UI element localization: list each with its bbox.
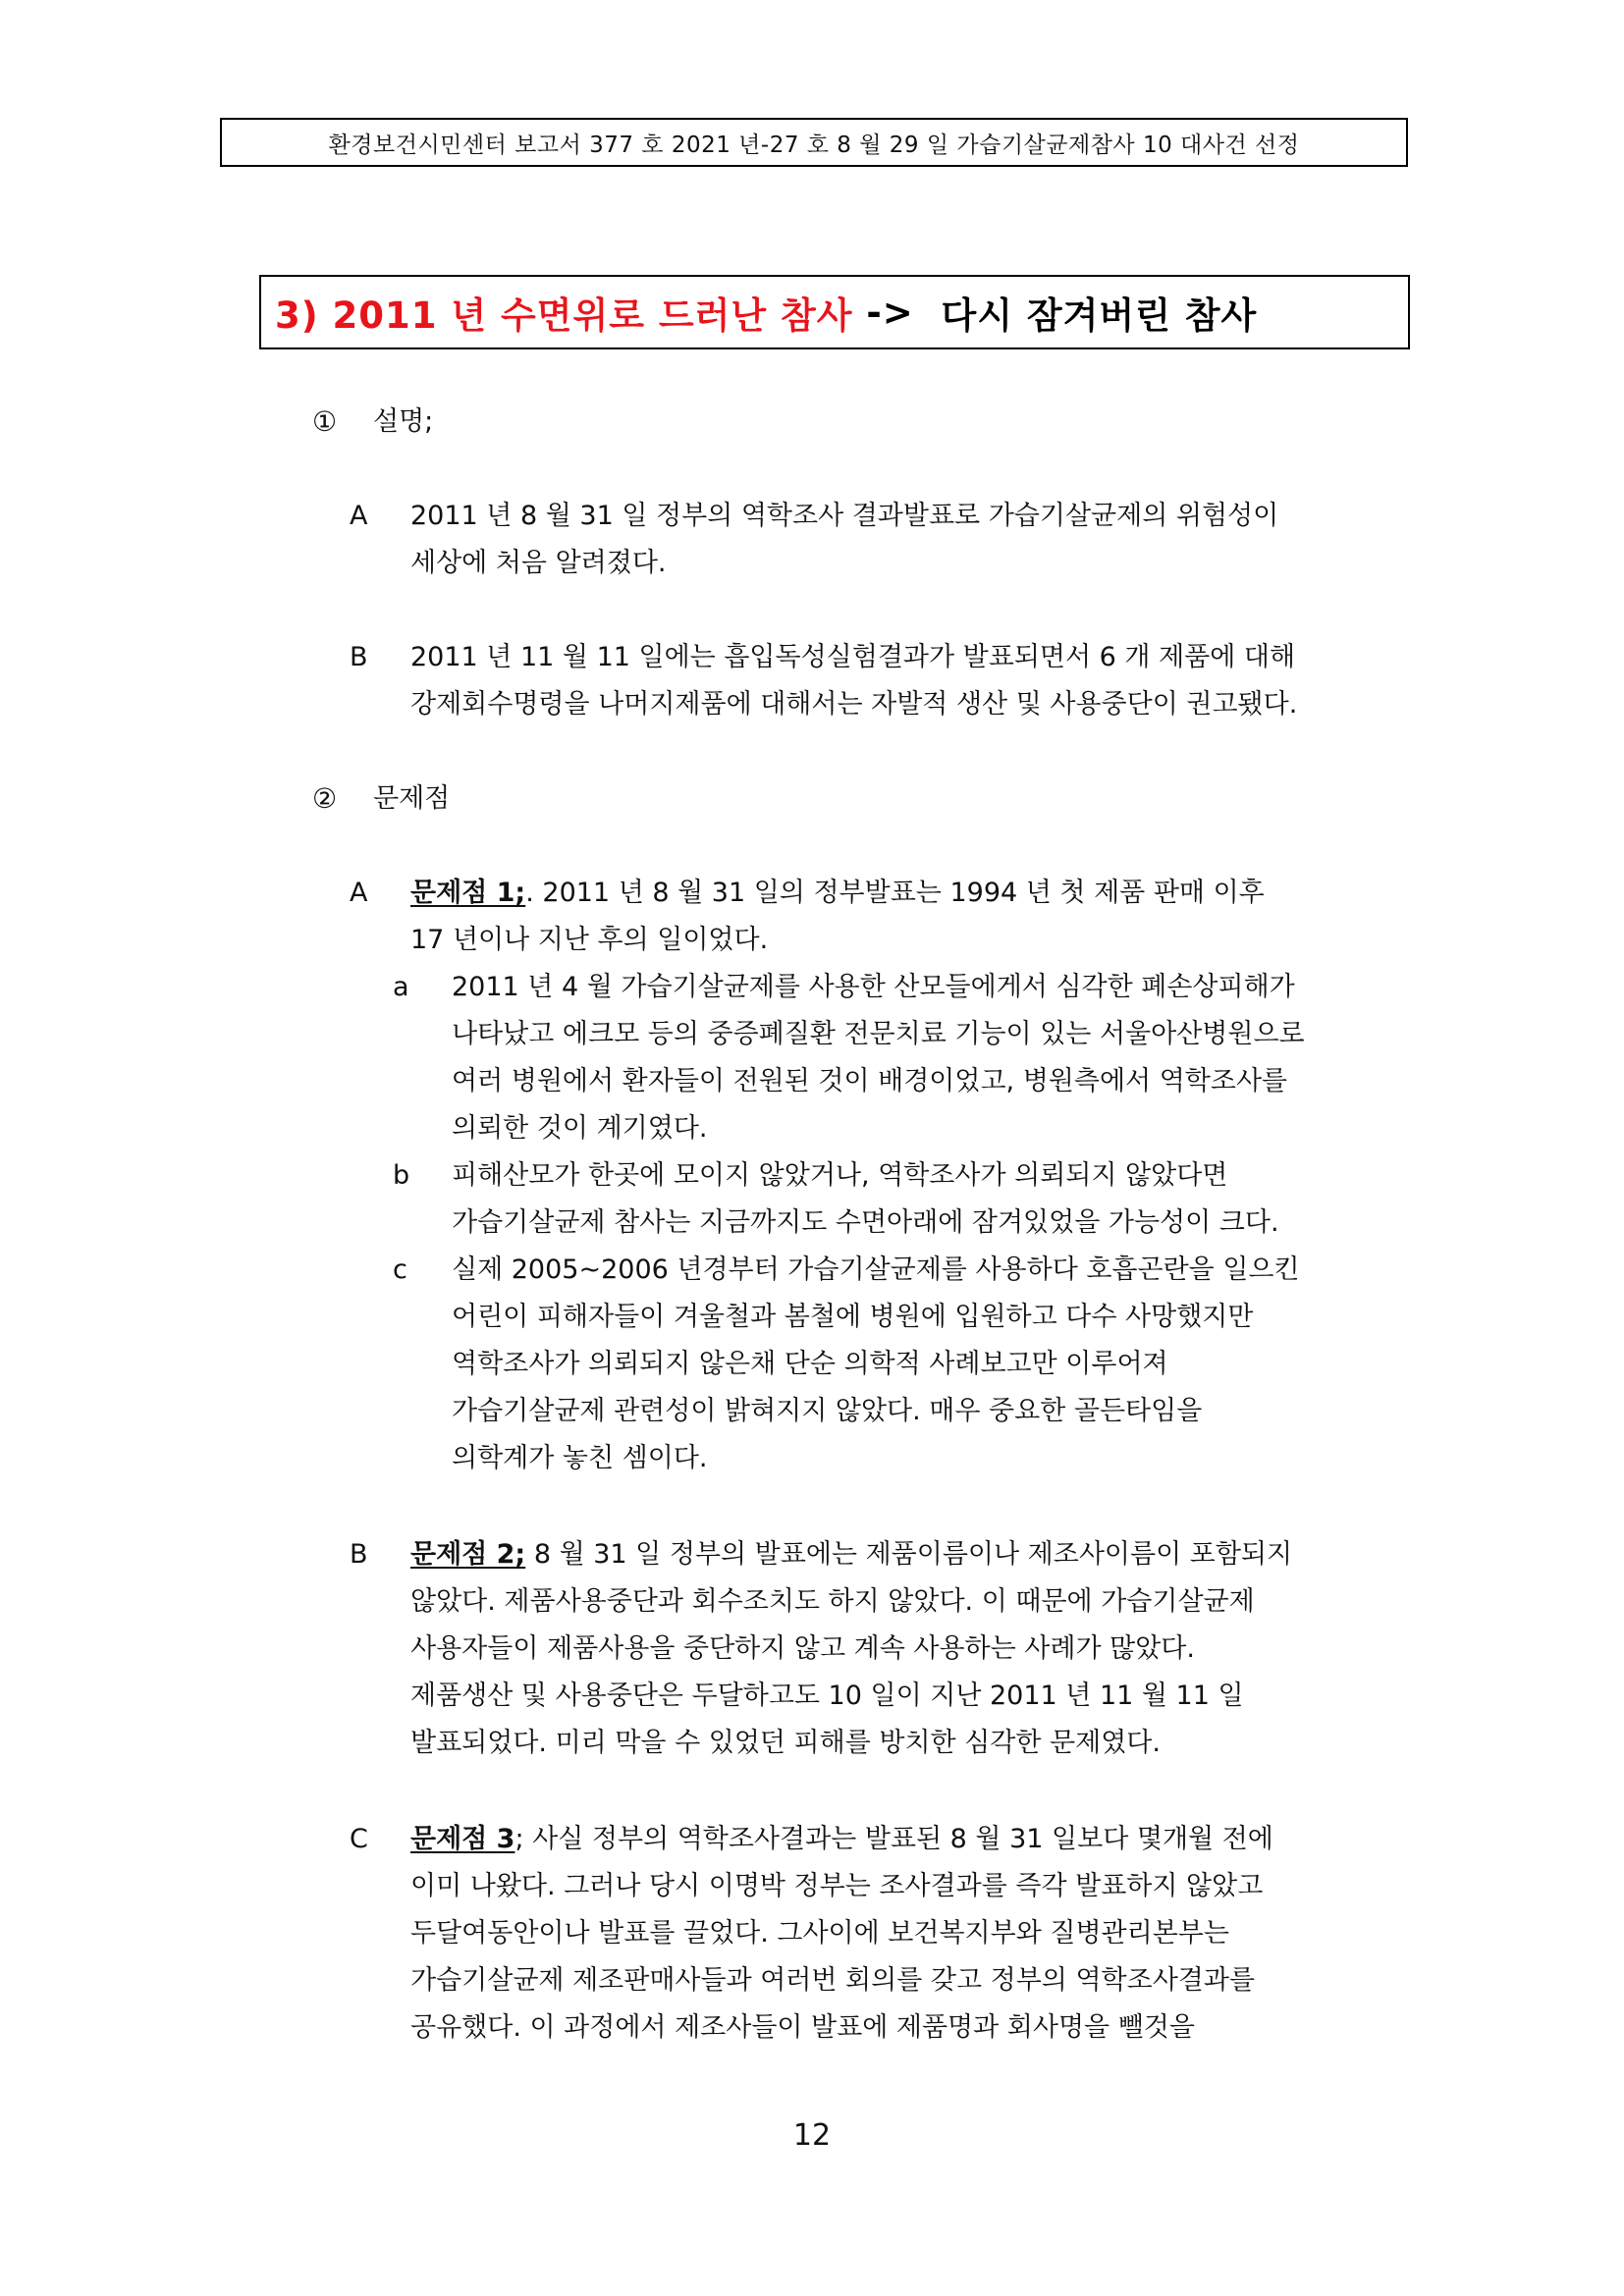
problem-a-sub-c-line-2: 어린이 피해자들이 겨울철과 봄철에 병원에 입원하고 다수 사망했지만	[452, 1302, 1254, 1332]
part2-label: 문제점	[373, 783, 451, 814]
section-title-black: 다시 잠겨버린 참사	[941, 294, 1258, 337]
problem-c-line-5: 공유했다. 이 과정에서 제조사들이 발표에 제품명과 회사명을 뺄것을	[410, 2012, 1195, 2043]
part1-marker: ①	[312, 405, 338, 438]
problem-b-first-line: 8 월 31 일 정부의 발표에는 제품이름이나 제조사이름이 포함되지	[525, 1539, 1293, 1570]
problem-a-first-line: . 2011 년 8 월 31 일의 정부발표는 1994 년 첫 제품 판매 이후	[525, 878, 1265, 908]
problem-b-line-2: 않았다. 제품사용중단과 회수조치도 하지 않았다. 이 때문에 가습기살균제	[410, 1586, 1255, 1617]
report-header-text: 환경보건시민센터 보고서 377 호 2021 년-27 호 8 월 29 일 가습기살균제참사 10 대사건 선정	[328, 132, 1300, 158]
problem-a-sub-a-line-2: 나타났고 에크모 등의 중증폐질환 전문치료 기능이 있는 서울아산병원으로	[452, 1019, 1305, 1049]
problem-b-line-3: 사용자들이 제품사용을 중단하지 않고 계속 사용하는 사례가 많았다.	[410, 1633, 1195, 1664]
part1-item-a-line-2: 세상에 처음 알려졌다.	[410, 548, 667, 578]
problem-c-keyword: 문제점 3	[410, 1824, 515, 1854]
problem-b-line-5: 발표되었다. 미리 막을 수 있었던 피해를 방치한 심각한 문제였다.	[410, 1728, 1161, 1758]
problem-c-marker: C	[350, 1824, 368, 1854]
problem-c-line-3: 두달여동안이나 발표를 끌었다. 그사이에 보건복지부와 질병관리본부는	[410, 1918, 1229, 1949]
problem-a-sub-c-line-5: 의학계가 놓친 셈이다.	[452, 1443, 708, 1473]
problem-b-line-4: 제품생산 및 사용중단은 두달하고도 10 일이 지난 2011 년 11 월 11 일	[410, 1681, 1244, 1711]
problem-a-sub-a-line-1: 2011 년 4 월 가습기살균제를 사용한 산모들에게서 심각한 폐손상피해가	[452, 972, 1295, 1002]
problem-a-sub-b-marker: b	[393, 1160, 410, 1191]
problem-c-first-line: ; 사실 정부의 역학조사결과는 발표된 8 월 31 일보다 몇개월 전에	[514, 1824, 1273, 1854]
problem-a-sub-b-line-1: 피해산모가 한곳에 모이지 않았거나, 역학조사가 의뢰되지 않았다면	[452, 1160, 1228, 1191]
problem-a-marker: A	[350, 878, 368, 908]
problem-a-line-2: 17 년이나 지난 후의 일이었다.	[410, 925, 769, 955]
problem-b-keyword: 문제점 2;	[410, 1539, 526, 1570]
section-title	[259, 275, 1410, 349]
part1-item-b-line-1: 2011 년 11 월 11 일에는 흡입독성실험결과가 발표되면서 6 개 제품에 대해	[410, 642, 1296, 672]
problem-a-line-1	[410, 876, 1265, 911]
problem-c-line-2: 이미 나왔다. 그러나 당시 이명박 정부는 조사결과를 즉각 발표하지 않았고	[410, 1871, 1264, 1901]
problem-a-sub-a-line-4: 의뢰한 것이 계기였다.	[452, 1113, 708, 1144]
part1-label: 설명;	[373, 406, 434, 437]
problem-a-sub-c-marker: c	[393, 1255, 407, 1285]
problem-a-sub-a-marker: a	[393, 972, 409, 1002]
page-number: 12	[792, 2118, 832, 2153]
problem-a-keyword: 문제점 1;	[410, 878, 526, 908]
section-title-arrow: ->	[866, 291, 914, 334]
problem-b-marker: B	[350, 1539, 368, 1570]
problem-c-line-4: 가습기살균제 제조판매사들과 여러번 회의를 갖고 정부의 역학조사결과를	[410, 1965, 1256, 1996]
problem-c-line-1	[410, 1822, 1273, 1857]
problem-a-sub-a-line-3: 여러 병원에서 환자들이 전원된 것이 배경이었고, 병원측에서 역학조사를	[452, 1066, 1288, 1096]
problem-a-sub-b-line-2: 가습기살균제 참사는 지금까지도 수면아래에 잠겨있었을 가능성이 크다.	[452, 1207, 1279, 1238]
problem-b-line-1	[410, 1537, 1292, 1573]
part1-item-b-marker: B	[350, 642, 368, 672]
problem-a-sub-c-line-4: 가습기살균제 관련성이 밝혀지지 않았다. 매우 중요한 골든타임을	[452, 1396, 1203, 1426]
problem-a-sub-c-line-3: 역학조사가 의뢰되지 않은채 단순 의학적 사례보고만 이루어져	[452, 1349, 1168, 1379]
part1-item-a-line-1: 2011 년 8 월 31 일 정부의 역학조사 결과발표로 가습기살균제의 위험성이	[410, 501, 1279, 531]
section-title-red: 3) 2011 년 수면위로 드러난 참사	[275, 294, 853, 337]
problem-a-sub-c-line-1: 실제 2005~2006 년경부터 가습기살균제를 사용하다 호흡곤란을 일으킨	[452, 1255, 1300, 1285]
report-header	[220, 118, 1408, 167]
part1-item-a-marker: A	[350, 501, 368, 531]
part1-item-b-line-2: 강제회수명령을 나머지제품에 대해서는 자발적 생산 및 사용중단이 권고됐다.	[410, 689, 1298, 720]
part2-marker: ②	[312, 782, 338, 815]
